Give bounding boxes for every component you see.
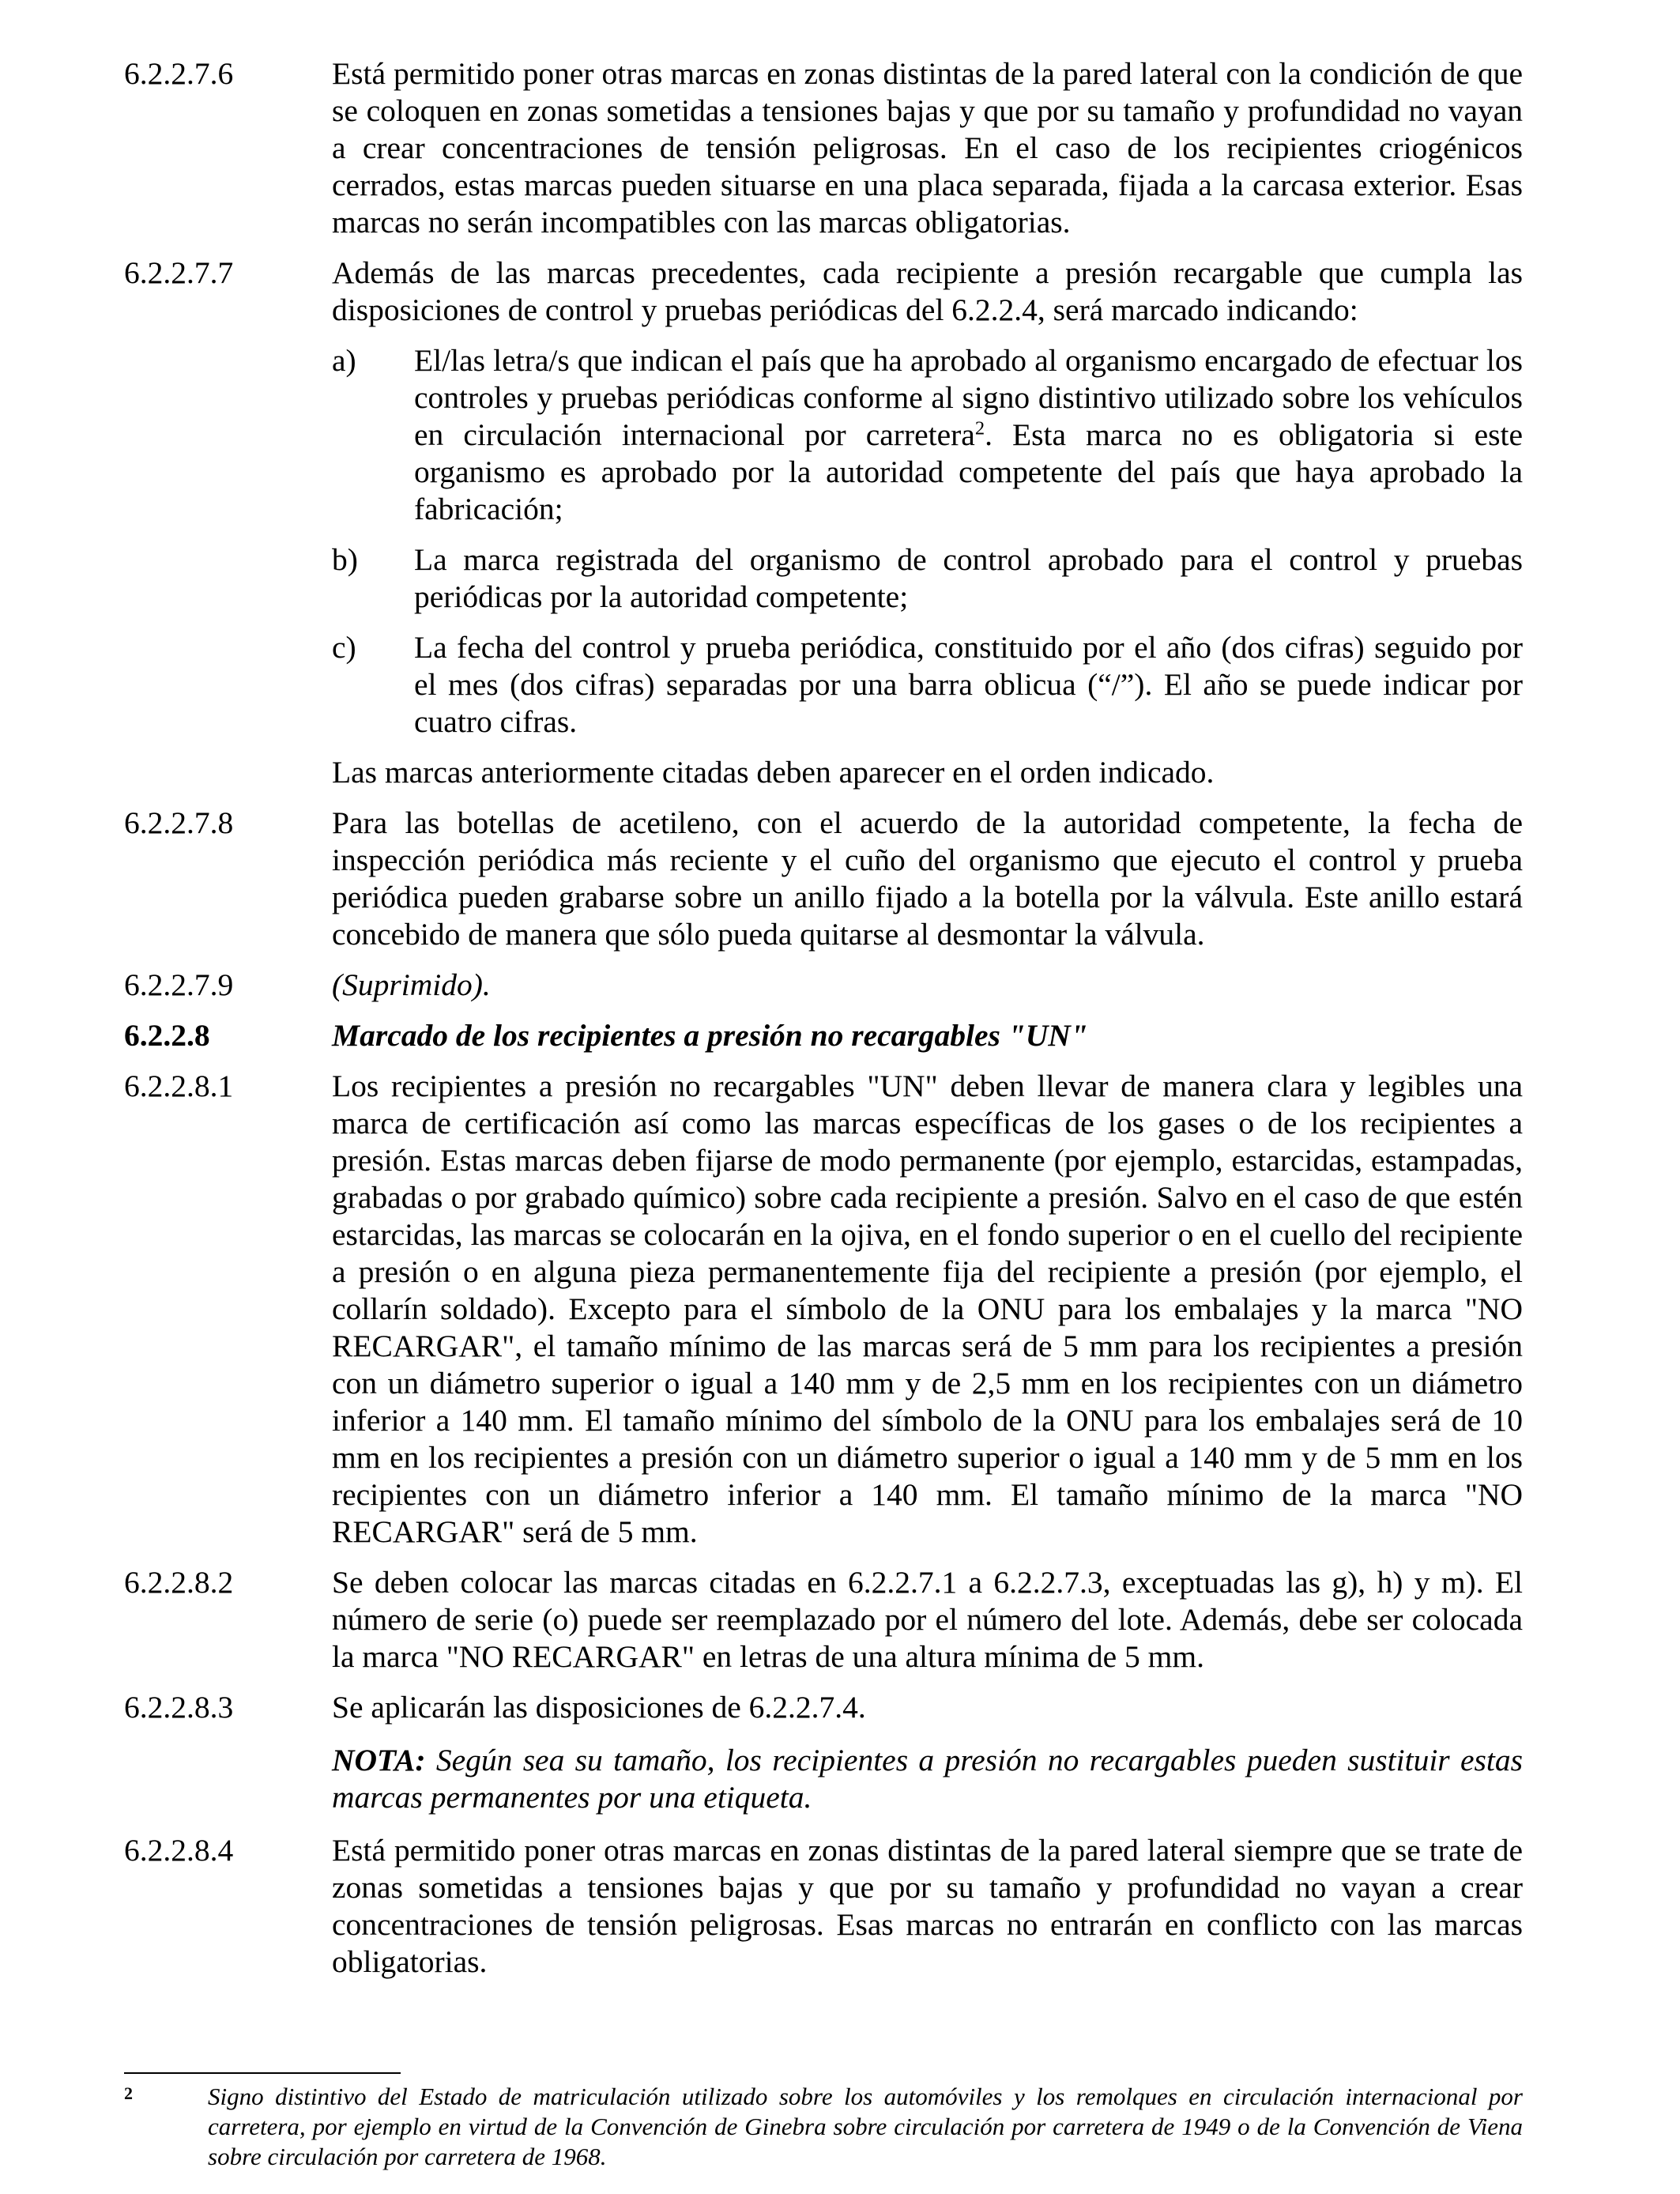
paragraph-text: (Suprimido). — [332, 967, 491, 1002]
section-heading-6-2-2-8 — [124, 1017, 1523, 1054]
paragraph-text: Los recipientes a presión no recargables "UN" deben llevar de manera clara y legibles una marca de certificación así como las marcas específicas de los gases o de los recipientes a presión. Estas marcas deben fijarse de modo permanente (por ejemplo, estarcidas, estampadas, grabadas o por grabado químico) sobre cada recipiente a presión. Salvo en el caso de que estén estarcidas, las marcas se colocarán en la ojiva, en el fondo superior o en el cuello del recipiente a presión o en alguna pieza permanentemente fija del recipiente a presión (por ejemplo, el collarín soldado). Excepto para el símbolo de la ONU para los embalajes y la marca "NO RECARGAR", el tamaño mínimo de las marcas será de 5 mm para los recipientes a presión con un diámetro superior o igual a 140 mm y de 2,5 mm en los recipientes con un diámetro inferior a 140 mm. El tamaño mínimo del símbolo de la ONU para los embalajes será de 10 mm en los recipientes a presión con un diámetro superior o igual a 140 mm y de 5 mm en los recipientes con un diámetro inferior a 140 mm. El tamaño mínimo de la marca "NO RECARGAR" será de 5 mm. — [332, 1069, 1523, 1549]
paragraph-text: Está permitido poner otras marcas en zonas distintas de la pared lateral con la condición de que se coloquen en zonas sometidas a tensiones bajas y que por su tamaño y profundidad no vayan a crear concentraciones de tensión peligrosas. En el caso de los recipientes criogénicos cerrados, estas marcas pueden situarse en una placa separada, fijada a la carcasa exterior. Esas marcas no serán incompatibles con las marcas obligatorias. — [332, 56, 1523, 239]
paragraph-number: 6.2.2.7.8 — [124, 805, 234, 840]
paragraph-number: 6.2.2.7.6 — [124, 56, 234, 91]
note — [332, 1742, 1523, 1816]
paragraph-6-2-2-7-9 — [124, 967, 1523, 1004]
paragraph-6-2-2-8-4 — [124, 1832, 1523, 1981]
section-number: 6.2.2.8 — [124, 1018, 210, 1053]
paragraph-6-2-2-8-2 — [124, 1564, 1523, 1676]
paragraph-closing: Las marcas anteriormente citadas deben aparecer en el orden indicado. — [332, 755, 1215, 790]
list-item-text-before: El/las letra/s que indican el país que ha aprobado al organismo encargado de efectuar los controles y pruebas periódicas conforme al signo distintivo utilizado sobre los vehículos en circulación internacional por carretera — [414, 343, 1523, 452]
list-item-c — [332, 629, 1523, 741]
list-item-letter: c) — [332, 630, 356, 665]
paragraph-6-2-2-7-6 — [124, 55, 1523, 241]
paragraph-number: 6.2.2.8.3 — [124, 1690, 234, 1725]
list-item-text: La marca registrada del organismo de control aprobado para el control y pruebas periódicas por la autoridad competente; — [414, 542, 1523, 614]
paragraph-6-2-2-7-7 — [124, 254, 1523, 329]
section-title: Marcado de los recipientes a presión no recargables "UN" — [332, 1018, 1088, 1053]
paragraph-6-2-2-8-3 — [124, 1689, 1523, 1726]
footnote-text: Signo distintivo del Estado de matriculación utilizado sobre los automóviles y los remolques en circulación internacional por carretera, por ejemplo en virtud de la Convención de Ginebra sobre circulación por carretera de 1949 o de la Convención de Viena sobre circulación por carretera de 1968. — [208, 2083, 1523, 2170]
footnote-ref[interactable]: 2 — [974, 417, 985, 439]
paragraph-number: 6.2.2.7.7 — [124, 255, 234, 290]
paragraph-text: Se deben colocar las marcas citadas en 6.2.2.7.1 a 6.2.2.7.3, exceptuadas las g), h) y m). El número de serie (o) puede ser reemplazado por el número del lote. Además, debe ser colocada la marca "NO RECARGAR" en letras de una altura mínima de 5 mm. — [332, 1565, 1523, 1674]
document-body — [124, 55, 1523, 1981]
footnote-number: 2 — [124, 2083, 133, 2103]
list-item-b — [332, 541, 1523, 616]
footnote-separator — [124, 2072, 401, 2074]
paragraph-text: Además de las marcas precedentes, cada recipiente a presión recargable que cumpla las disposiciones de control y pruebas periódicas del 6.2.2.4, será marcado indicando: — [332, 255, 1523, 327]
list-item-text: La fecha del control y prueba periódica, constituido por el año (dos cifras) seguido por el mes (dos cifras) separadas por una barra oblicua (“/”). El año se puede indicar por cuatro cifras. — [414, 630, 1523, 739]
paragraph-text: Para las botellas de acetileno, con el acuerdo de la autoridad competente, la fecha de inspección periódica más reciente y el cuño del organismo que ejecuto el control y prueba periódica pueden grabarse sobre un anillo fijado a la botella por la válvula. Este anillo estará concebido de manera que sólo pueda quitarse al desmontar la válvula. — [332, 805, 1523, 952]
paragraph-number: 6.2.2.8.2 — [124, 1565, 234, 1600]
note-text: Según sea su tamaño, los recipientes a presión no recargables pueden sustituir estas marcas permanentes por una etiqueta. — [332, 1743, 1523, 1815]
paragraph-6-2-2-8-1 — [124, 1068, 1523, 1551]
paragraph-text: Se aplicarán las disposiciones de 6.2.2.7.4. — [332, 1690, 866, 1725]
paragraph-text: Está permitido poner otras marcas en zonas distintas de la pared lateral siempre que se trate de zonas sometidas a tensiones bajas y que por su tamaño y profundidad no vayan a crear concentraciones de tensión peligrosas. Esas marcas no entrarán en conflicto con las marcas obligatorias. — [332, 1833, 1523, 1979]
paragraph-number: 6.2.2.8.4 — [124, 1833, 234, 1868]
paragraph-number: 6.2.2.7.9 — [124, 967, 234, 1002]
footnote — [124, 2082, 1523, 2172]
list-item-a — [332, 342, 1523, 528]
paragraph-number: 6.2.2.8.1 — [124, 1069, 234, 1103]
list-item-letter: b) — [332, 542, 358, 577]
note-label: NOTA: — [332, 1743, 426, 1777]
list-item-letter: a) — [332, 343, 356, 378]
paragraph-6-2-2-7-8 — [124, 805, 1523, 953]
list-item-text — [414, 342, 1523, 528]
list-item-text-after: . Esta marca no es obligatoria si este organismo es aprobado por la autoridad competente del país que haya aprobado la fabricación; — [414, 417, 1523, 526]
